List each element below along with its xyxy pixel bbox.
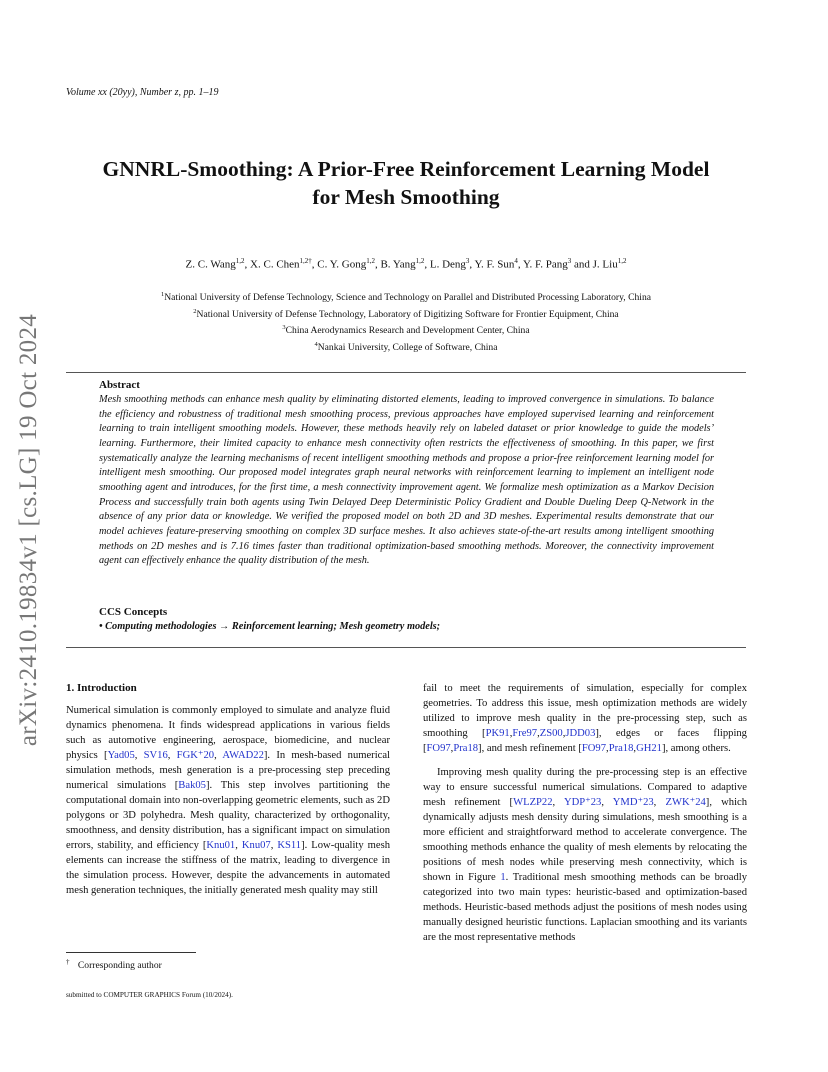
abstract-text: Mesh smoothing methods can enhance mesh quality by eliminating distorted elements, leading to improved convergence in simulations. To balance the efficiency and robustness of traditional mesh smoothing process, previous approaches have employed supervised learning and reinforcement learning to train intelligent smoothing models. However, these methods heavily rely on labeled dataset or prior knowledge to guide the models’ learning. Furthermore, their limited capacity to enhance mesh connectivity often restricts the effectiveness of smoothing. In this paper, we first systematically analyze the learning mechanisms of recent intelligent smoothing methods and propose a prior-free reinforcement learning model for intelligent mesh smoothing. Our proposed model integrates graph neural networks with reinforcement learning to implement an intelligent node smoothing agent and introduces, for the first time, a mesh connectivity improvement agent. We formalize mesh optimization as a Markov Decision Process and successfully train both agents using Twin Delayed Deep Deterministic Policy Gradient and Double Dueling Deep Q-Network in the absence of any prior data or knowledge. We verified the proposed model on both 2D and 3D meshes. Experimental results demonstrate that our model achieves feature-preserving smoothing on complex 3D surface meshes. It also achieves state-of-the-art results among intelligent smoothing methods on 2D meshes and is 7.16 times faster than traditional optimization-based smoothing methods. Moreover, the connectivity improvement agent can effectively enhance the quality distribution of the mesh. [99, 394, 714, 567]
citation-link[interactable]: WLZP22 [513, 797, 553, 808]
abstract-heading: Abstract [99, 379, 140, 391]
citation-link[interactable]: Yad05 [107, 750, 135, 761]
abstract-top-rule [66, 372, 746, 373]
author-name: L. Deng [429, 258, 466, 271]
citation-link[interactable]: 1 [500, 872, 506, 883]
citation-link[interactable]: GH21 [636, 743, 662, 754]
author-name: C. Y. Gong [317, 258, 367, 271]
body-text: , [450, 743, 454, 754]
citation-link[interactable]: AWAD22 [222, 750, 264, 761]
body-text: Improving mesh quality during the pre-processing step is an effective way to ensure successful numerical simulations. Compared to adaptive mesh refinement [ [423, 767, 747, 808]
body-text: , [537, 728, 540, 739]
ccs-concepts: • Computing methodologies → Reinforcement learning; Mesh geometry models; [99, 621, 441, 632]
body-text: ], edges or faces flipping [ [423, 728, 747, 754]
author-separator: , [517, 258, 523, 271]
body-text: fail to meet the requirements of simulation, especially for complex geometries. To address this issue, mesh optimization methods are widely utilized to improve mesh quality in the pre-processing step, such as smoothing [ [423, 683, 747, 739]
author-name: Y. F. Sun [474, 258, 515, 271]
arxiv-identifier: arXiv:2410.19834v1 [cs.LG] 19 Oct 2024 [15, 313, 43, 747]
left-column [66, 703, 390, 898]
section-heading-introduction: 1. Introduction [66, 682, 137, 694]
affiliation-number: 1 [161, 291, 165, 298]
affiliation-number: 3 [282, 324, 286, 332]
body-text: , [606, 743, 609, 754]
author-name: Y. F. Pang [522, 258, 568, 271]
abstract-bottom-rule [66, 647, 746, 648]
body-text: ], which dynamically adjusts mesh density during simulations, mesh smoothing is a more efficient and straightforward method to accelerate convergence. The smoothing methods enhance the quality of mesh elements by relocating the positions of mesh nodes while preserving mesh connectivity, which is shown in Figure [423, 797, 748, 883]
submission-note: submitted to COMPUTER GRAPHICS Forum (10/2024). [66, 991, 233, 999]
author-name: Z. C. Wang [185, 258, 236, 271]
citation-link[interactable]: ZS00 [539, 728, 563, 739]
footnote-rule [66, 952, 196, 953]
author-affiliation-sup: 1,2† [299, 257, 312, 265]
author-separator: , [469, 258, 475, 271]
author-separator: , [311, 258, 318, 271]
citation-link[interactable]: YDP⁺23 [563, 797, 602, 808]
paragraph [423, 681, 747, 756]
body-text: , [509, 728, 513, 739]
title-line-1: GNNRL-Smoothing: A Prior-Free Reinforcement Learning Model [102, 157, 710, 181]
ccs-heading: CCS Concepts [99, 606, 168, 618]
paragraph [66, 703, 390, 898]
body-text: , [167, 750, 177, 761]
author-affiliation-sup: 1,2 [415, 257, 425, 265]
citation-link[interactable]: KS11 [277, 840, 302, 851]
body-text: , [134, 750, 144, 761]
title-line-2: for Mesh Smoothing [312, 185, 500, 209]
author-name: X. C. Chen [250, 258, 300, 271]
paragraph [423, 765, 747, 945]
author-name: J. Liu [592, 258, 618, 271]
body-text: , [633, 743, 637, 754]
body-text: , [270, 840, 278, 851]
author-affiliation-sup: 1,2 [235, 257, 245, 265]
body-text: , [601, 797, 613, 808]
author-separator: and [571, 258, 593, 271]
citation-link[interactable]: SV16 [143, 750, 168, 761]
author-separator: , [424, 258, 430, 271]
citation-link[interactable]: Knu01 [206, 840, 236, 851]
arxiv-identifier-stamp [4, 290, 54, 770]
body-text: . Traditional mesh smoothing methods can be broadly categorized into two main types: heuristic-based and optimization-based methods. Heuristic-based methods adjust the positions of mesh nodes using manually designed heuristic functions. Laplacian smoothing and its variants are the most representative methods [423, 872, 747, 943]
affiliation-number: 2 [193, 307, 197, 315]
footnote-mark: † [66, 958, 70, 966]
citation-link[interactable]: YMD⁺23 [612, 797, 654, 808]
author-affiliation-sup: 1,2 [617, 257, 627, 265]
affiliation [66, 288, 746, 305]
body-text: Numerical simulation is commonly employed to simulate and analyze fluid dynamics phenomena. It finds widespread applications in various fields such as automotive engineering, aerospace, biomedicine, and nuclear physics [ [66, 705, 390, 761]
author-affiliation-sup: 3 [465, 257, 470, 265]
body-text: , [214, 750, 223, 761]
journal-line: Volume xx (20yy), Number z, pp. 1–19 [66, 87, 219, 98]
body-text: , [552, 797, 564, 808]
body-text: ], among others. [661, 743, 731, 754]
body-text: , [562, 728, 566, 739]
author-list [66, 257, 746, 271]
affiliation [66, 305, 746, 322]
affiliation [66, 338, 746, 355]
author-affiliation-sup: 3 [567, 257, 572, 265]
citation-link[interactable]: JDD03 [565, 728, 596, 739]
author-name: B. Yang [380, 258, 416, 271]
affiliation-list [66, 288, 746, 355]
affiliation-number: 4 [314, 341, 318, 349]
body-text: ]. In mesh-based numerical simulation methods, mesh generation is a pre-processing step preceding numerical simulations [ [66, 750, 390, 791]
body-text: , [653, 797, 666, 808]
body-text: ], and mesh refinement [ [478, 743, 582, 754]
citation-link[interactable]: Knu07 [241, 840, 271, 851]
author-separator: , [374, 258, 381, 271]
footnote [66, 958, 162, 971]
citation-link[interactable]: Fre97 [512, 728, 538, 739]
body-text: ]. This step involves partitioning the computational domain into non-overlapping geometric elements, such as 2D polygons or 3D polyhedra. Mesh quality, characterized by orthogonality, smoothness, and density distribution, has a significant impact on simulation errors, stability, and efficiency [ [66, 780, 391, 851]
author-separator: , [244, 258, 251, 271]
citation-link[interactable]: FO97 [581, 743, 607, 754]
affiliation-text: National University of Defense Technology, Science and Technology on Parallel and Distributed Processing Laboratory, China [164, 292, 651, 304]
body-text: , [235, 840, 242, 851]
paper-title [66, 155, 746, 211]
citation-link[interactable]: ZWK⁺24 [665, 797, 706, 808]
affiliation-text: China Aerodynamics Research and Development Center, China [285, 325, 530, 337]
citation-link[interactable]: PK91 [485, 728, 510, 739]
author-affiliation-sup: 4 [514, 257, 518, 265]
citation-link[interactable]: FGK⁺20 [176, 750, 215, 761]
affiliation-text: Nankai University, College of Software, China [317, 342, 498, 354]
citation-link[interactable]: Bak05 [178, 780, 206, 791]
citation-link[interactable]: FO97 [426, 743, 451, 754]
author-affiliation-sup: 1,2 [366, 257, 375, 265]
body-text: ]. Low-quality mesh elements can increase the stiffness of the matrix, leading to divergence in the simulation process. However, despite the advancements in automated mesh generation techniques, the initially generated mesh quality may still [66, 840, 390, 896]
citation-link[interactable]: Pra18 [453, 743, 479, 754]
right-column [423, 681, 747, 945]
affiliation [66, 321, 746, 338]
citation-link[interactable]: Pra18 [608, 743, 634, 754]
footnote-text: Corresponding author [77, 960, 162, 972]
affiliation-text: National University of Defense Technology, Laboratory of Digitizing Software for Frontier Equipment, China [196, 308, 619, 320]
